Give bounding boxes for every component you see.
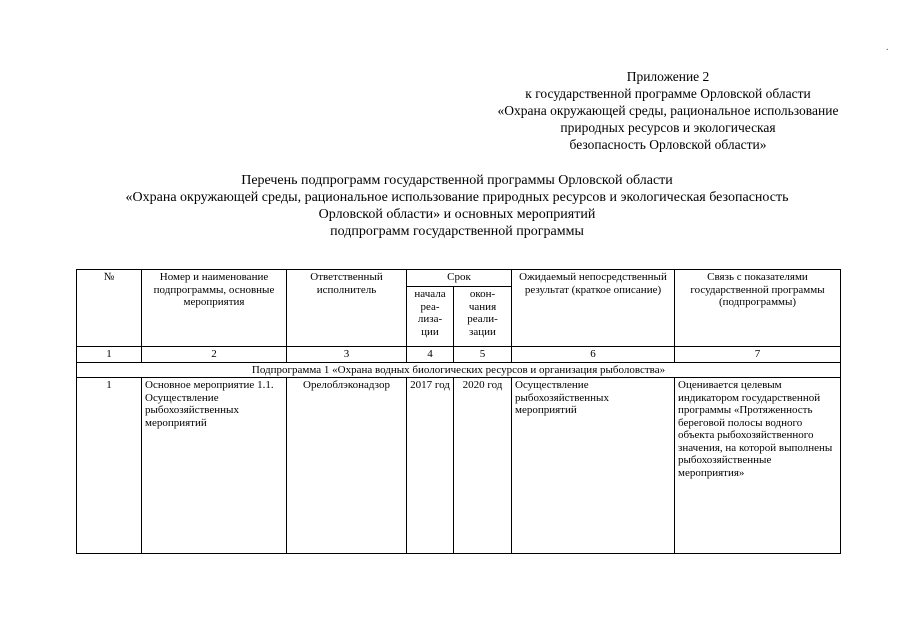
header-executor: Ответственный исполнитель <box>287 270 407 347</box>
row-end: 2020 год <box>454 378 512 554</box>
row-name: Основное мероприятие 1.1. Осуществление рыбохозяйственных мероприятий <box>142 378 287 554</box>
title-line: Орловской области» и основных мероприятий <box>318 207 596 222</box>
column-number: 7 <box>675 347 841 363</box>
appendix-line: природных ресурсов и экологическая <box>560 120 776 135</box>
table-row <box>77 378 841 554</box>
column-number: 5 <box>454 347 512 363</box>
column-number: 2 <box>142 347 287 363</box>
header-end: окон-чания реали-зации <box>454 287 512 347</box>
row-num: 1 <box>77 378 142 554</box>
title-line: «Охрана окружающей среды, рациональное использование природных ресурсов и экологическая безопасность <box>125 190 789 205</box>
row-link: Оценивается целевым индикатором государственной программы «Протяженность береговой полосы водного объекта рыбохозяйственного значения, на которой выполнены рыбохозяйственные мероприятия» <box>675 378 841 554</box>
header-name: Номер и наименование подпрограммы, основные мероприятия <box>142 270 287 347</box>
row-executor: Орелоблэконадзор <box>287 378 407 554</box>
column-number: 3 <box>287 347 407 363</box>
header-num: № <box>77 270 142 347</box>
header-result: Ожидаемый непосредственный результат (краткое описание) <box>512 270 675 347</box>
appendix-line: безопасность Орловской области» <box>569 137 767 152</box>
title-line: подпрограмм государственной программы <box>330 224 584 239</box>
title-line: Перечень подпрограмм государственной программы Орловской области <box>241 173 673 188</box>
column-number: 4 <box>407 347 454 363</box>
subprograms-table <box>76 269 841 554</box>
header-link: Связь с показателями государственной программы (подпрограммы) <box>675 270 841 347</box>
header-start: начала реа-лиза-ции <box>407 287 454 347</box>
column-number: 6 <box>512 347 675 363</box>
appendix-block <box>468 68 868 153</box>
document-title <box>40 172 874 240</box>
subprogram-title: Подпрограмма 1 «Охрана водных биологических ресурсов и организация рыболовства» <box>77 362 841 378</box>
row-start: 2017 год <box>407 378 454 554</box>
scan-speck: . <box>886 42 889 53</box>
appendix-line: «Охрана окружающей среды, рациональное использование <box>497 103 839 118</box>
appendix-line: к государственной программе Орловской области <box>525 86 811 101</box>
row-result: Осуществление рыбохозяйственных мероприятий <box>512 378 675 554</box>
header-term: Срок <box>407 270 512 287</box>
column-number: 1 <box>77 347 142 363</box>
appendix-line: Приложение 2 <box>626 69 710 84</box>
